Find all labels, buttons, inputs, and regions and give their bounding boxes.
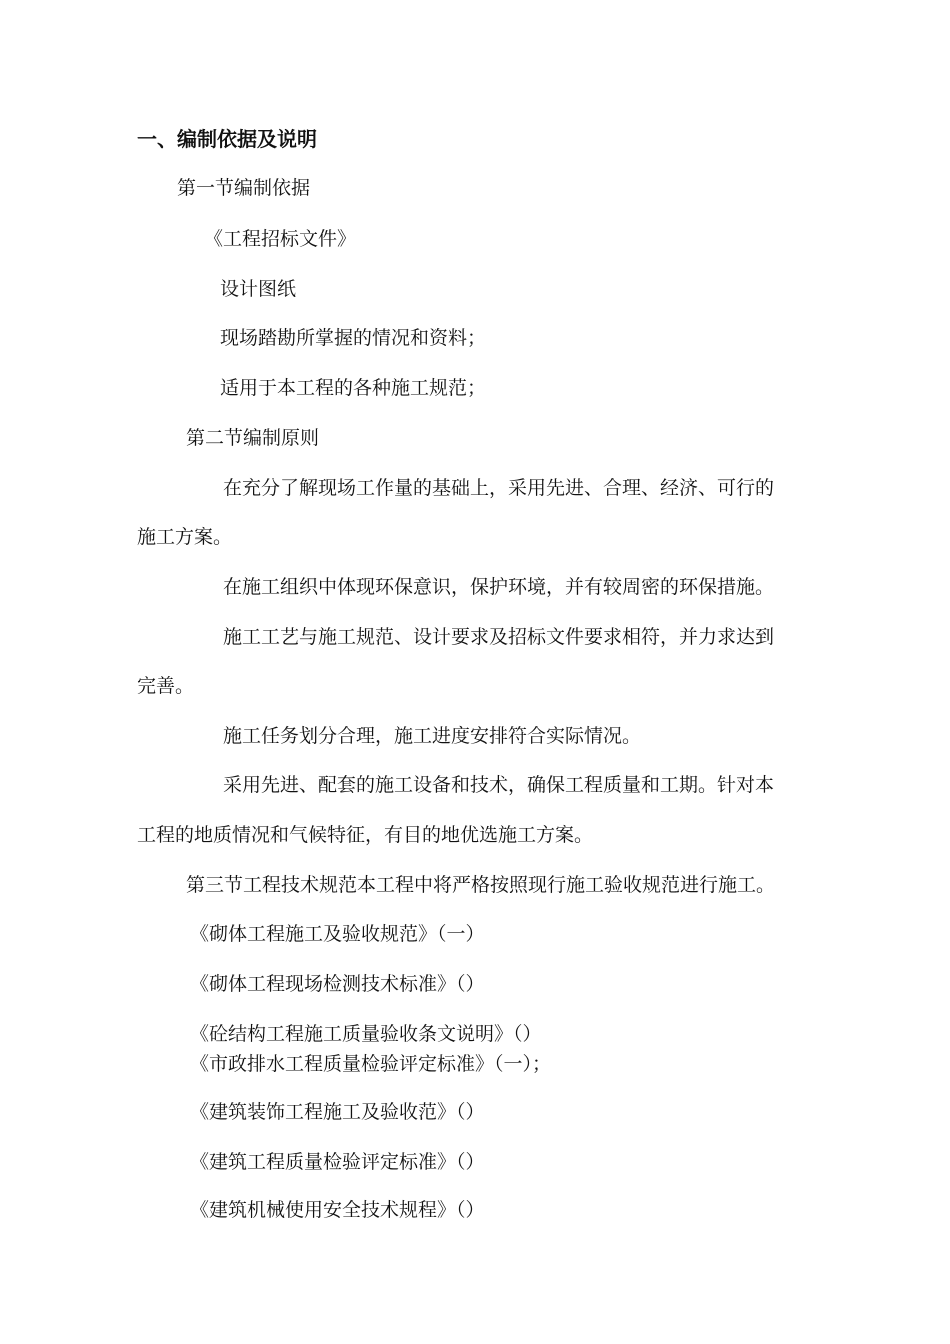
section-1-title: 第一节编制依据 bbox=[177, 177, 311, 199]
standard-item-1: 《砌体工程施工及验收规范》（一） bbox=[190, 923, 485, 945]
section-3-title: 第三节工程技术规范本工程中将严格按照现行施工验收规范进行施工。 bbox=[186, 874, 776, 896]
section-2-title: 第二节编制原则 bbox=[186, 427, 320, 449]
section-1-item-4: 适用于本工程的各种施工规范； bbox=[220, 377, 487, 399]
standard-item-7: 《建筑机械使用安全技术规程》（） bbox=[190, 1199, 485, 1221]
section-2-paragraph-1-line-2: 施工方案。 bbox=[137, 526, 233, 548]
standard-item-4: 《市政排水工程质量检验评定标准》（一）； bbox=[190, 1053, 552, 1075]
section-2-paragraph-3-line-2: 完善。 bbox=[137, 675, 195, 697]
standard-item-5: 《建筑装饰工程施工及验收范》（） bbox=[190, 1101, 485, 1123]
standard-item-3: 《砼结构工程施工质量验收条文说明》（） bbox=[190, 1023, 542, 1045]
section-1-item-2: 设计图纸 bbox=[220, 278, 297, 300]
section-1-item-1: 《工程招标文件》 bbox=[204, 228, 357, 250]
standard-item-2: 《砌体工程现场检测技术标准》（） bbox=[190, 973, 485, 995]
section-1-item-3: 现场踏勘所掌握的情况和资料； bbox=[220, 327, 487, 349]
document-heading: 一、编制依据及说明 bbox=[137, 127, 317, 151]
section-2-paragraph-1-line-1: 在充分了解现场工作量的基础上，采用先进、合理、经济、可行的 bbox=[223, 477, 775, 499]
section-2-paragraph-4: 施工任务划分合理，施工进度安排符合实际情况。 bbox=[223, 725, 642, 747]
section-2-paragraph-2: 在施工组织中体现环保意识，保护环境，并有较周密的环保措施。 bbox=[223, 576, 775, 598]
standard-item-6: 《建筑工程质量检验评定标准》（） bbox=[190, 1151, 485, 1173]
section-2-paragraph-5-line-1: 采用先进、配套的施工设备和技术，确保工程质量和工期。针对本 bbox=[223, 774, 775, 796]
section-2-paragraph-3-line-1: 施工工艺与施工规范、设计要求及招标文件要求相符，并力求达到 bbox=[223, 626, 775, 648]
section-2-paragraph-5-line-2: 工程的地质情况和气候特征，有目的地优选施工方案。 bbox=[137, 824, 594, 846]
